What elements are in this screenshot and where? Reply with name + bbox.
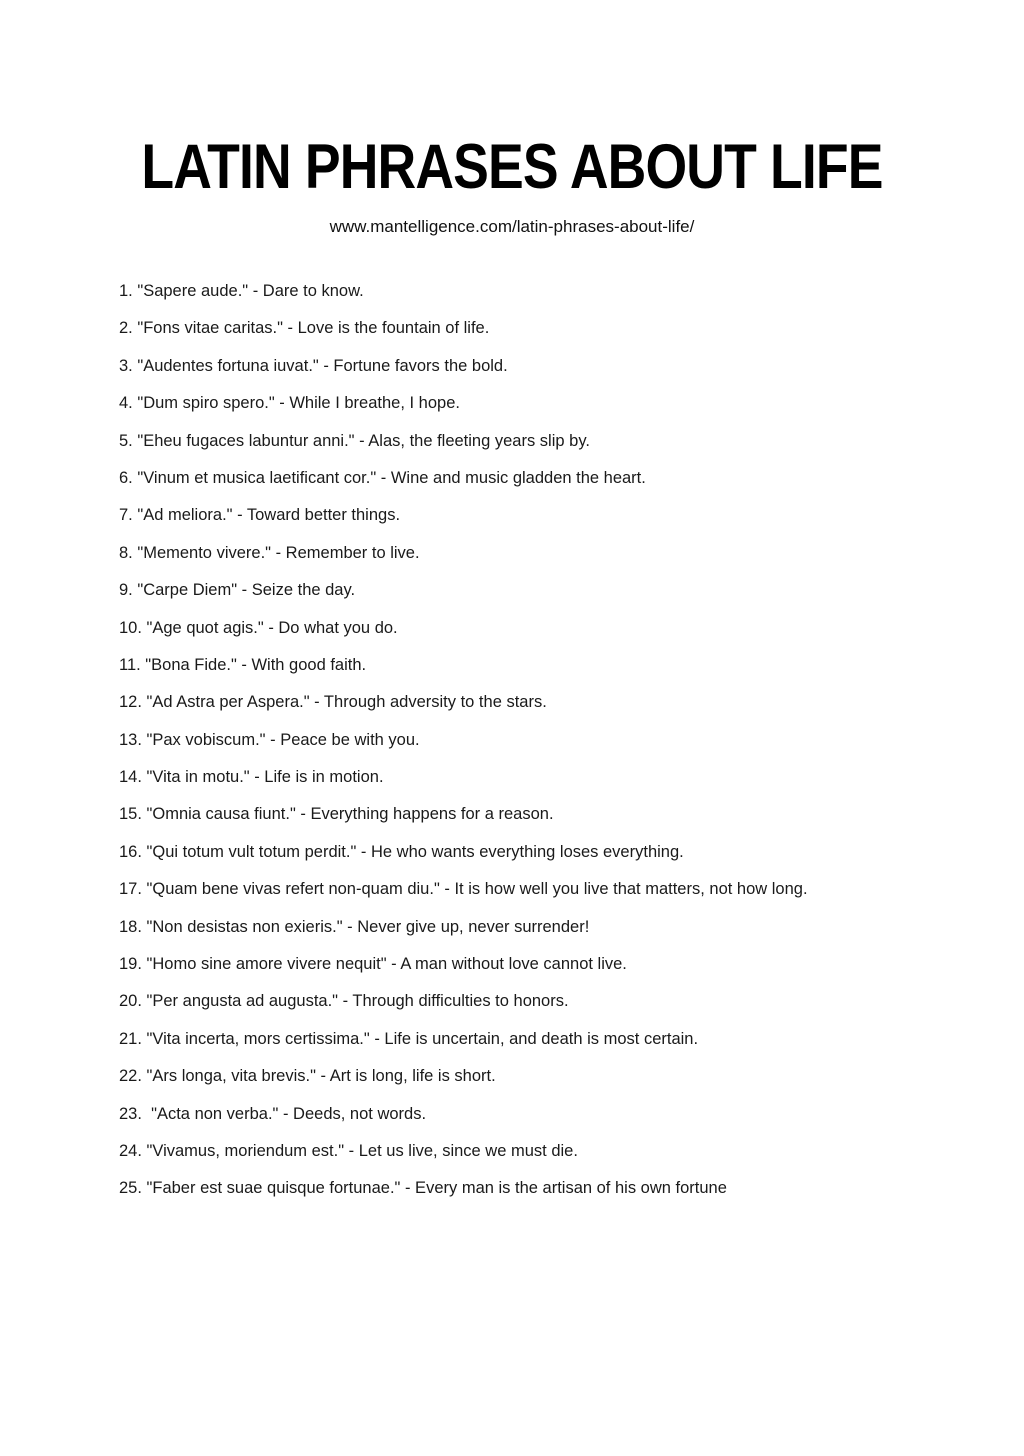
list-item: 25. "Faber est suae quisque fortunae." - Every man is the artisan of his own fortune — [119, 1179, 727, 1198]
list-item: 15. "Omnia causa fiunt." - Everything happens for a reason. — [119, 805, 554, 824]
list-item: 7. "Ad meliora." - Toward better things. — [119, 506, 401, 525]
list-item: 12. "Ad Astra per Aspera." - Through adversity to the stars. — [119, 693, 547, 712]
page-title: LATIN PHRASES ABOUT LIFE — [141, 132, 883, 202]
list-item: 5. "Eheu fugaces labuntur anni." - Alas, the fleeting years slip by. — [119, 431, 590, 450]
list-item: 10. "Age quot agis." - Do what you do. — [119, 618, 398, 637]
list-item: 9. "Carpe Diem" - Seize the day. — [119, 581, 356, 600]
list-item: 3. "Audentes fortuna iuvat." - Fortune favors the bold. — [119, 356, 508, 375]
list-item: 8. "Memento vivere." - Remember to live. — [119, 543, 420, 562]
source-url: www.mantelligence.com/latin-phrases-about-life/ — [329, 217, 695, 236]
list-item: 2. "Fons vitae caritas." - Love is the fountain of life. — [119, 319, 490, 338]
document-page — [0, 131, 1024, 1456]
list-item: 6. "Vinum et musica laetificant cor." - Wine and music gladden the heart. — [119, 468, 646, 487]
list-item: 17. "Quam bene vivas refert non-quam diu." - It is how well you live that matters, not how long. — [119, 880, 808, 899]
list-item: 13. "Pax vobiscum." - Peace be with you. — [119, 730, 420, 749]
list-item: 19. "Homo sine amore vivere nequit" - A man without love cannot live. — [119, 955, 627, 974]
list-item: 18. "Non desistas non exieris." - Never give up, never surrender! — [119, 917, 590, 936]
phrase-list — [0, 280, 1024, 1199]
list-item: 11. "Bona Fide." - With good faith. — [119, 655, 367, 674]
list-item: 22. "Ars longa, vita brevis." - Art is long, life is short. — [119, 1067, 496, 1086]
list-item: 16. "Qui totum vult totum perdit." - He who wants everything loses everything. — [119, 842, 684, 861]
list-item: 14. "Vita in motu." - Life is in motion. — [119, 768, 384, 787]
list-item: 24. "Vivamus, moriendum est." - Let us live, since we must die. — [119, 1141, 578, 1160]
list-item: 4. "Dum spiro spero." - While I breathe, I hope. — [119, 394, 460, 413]
list-item: 21. "Vita incerta, mors certissima." - Life is uncertain, and death is most certain. — [119, 1029, 699, 1048]
list-item: 23. "Acta non verba." - Deeds, not words. — [119, 1104, 427, 1123]
list-item: 1. "Sapere aude." - Dare to know. — [119, 282, 364, 300]
list-item: 20. "Per angusta ad augusta." - Through difficulties to honors. — [119, 992, 569, 1011]
